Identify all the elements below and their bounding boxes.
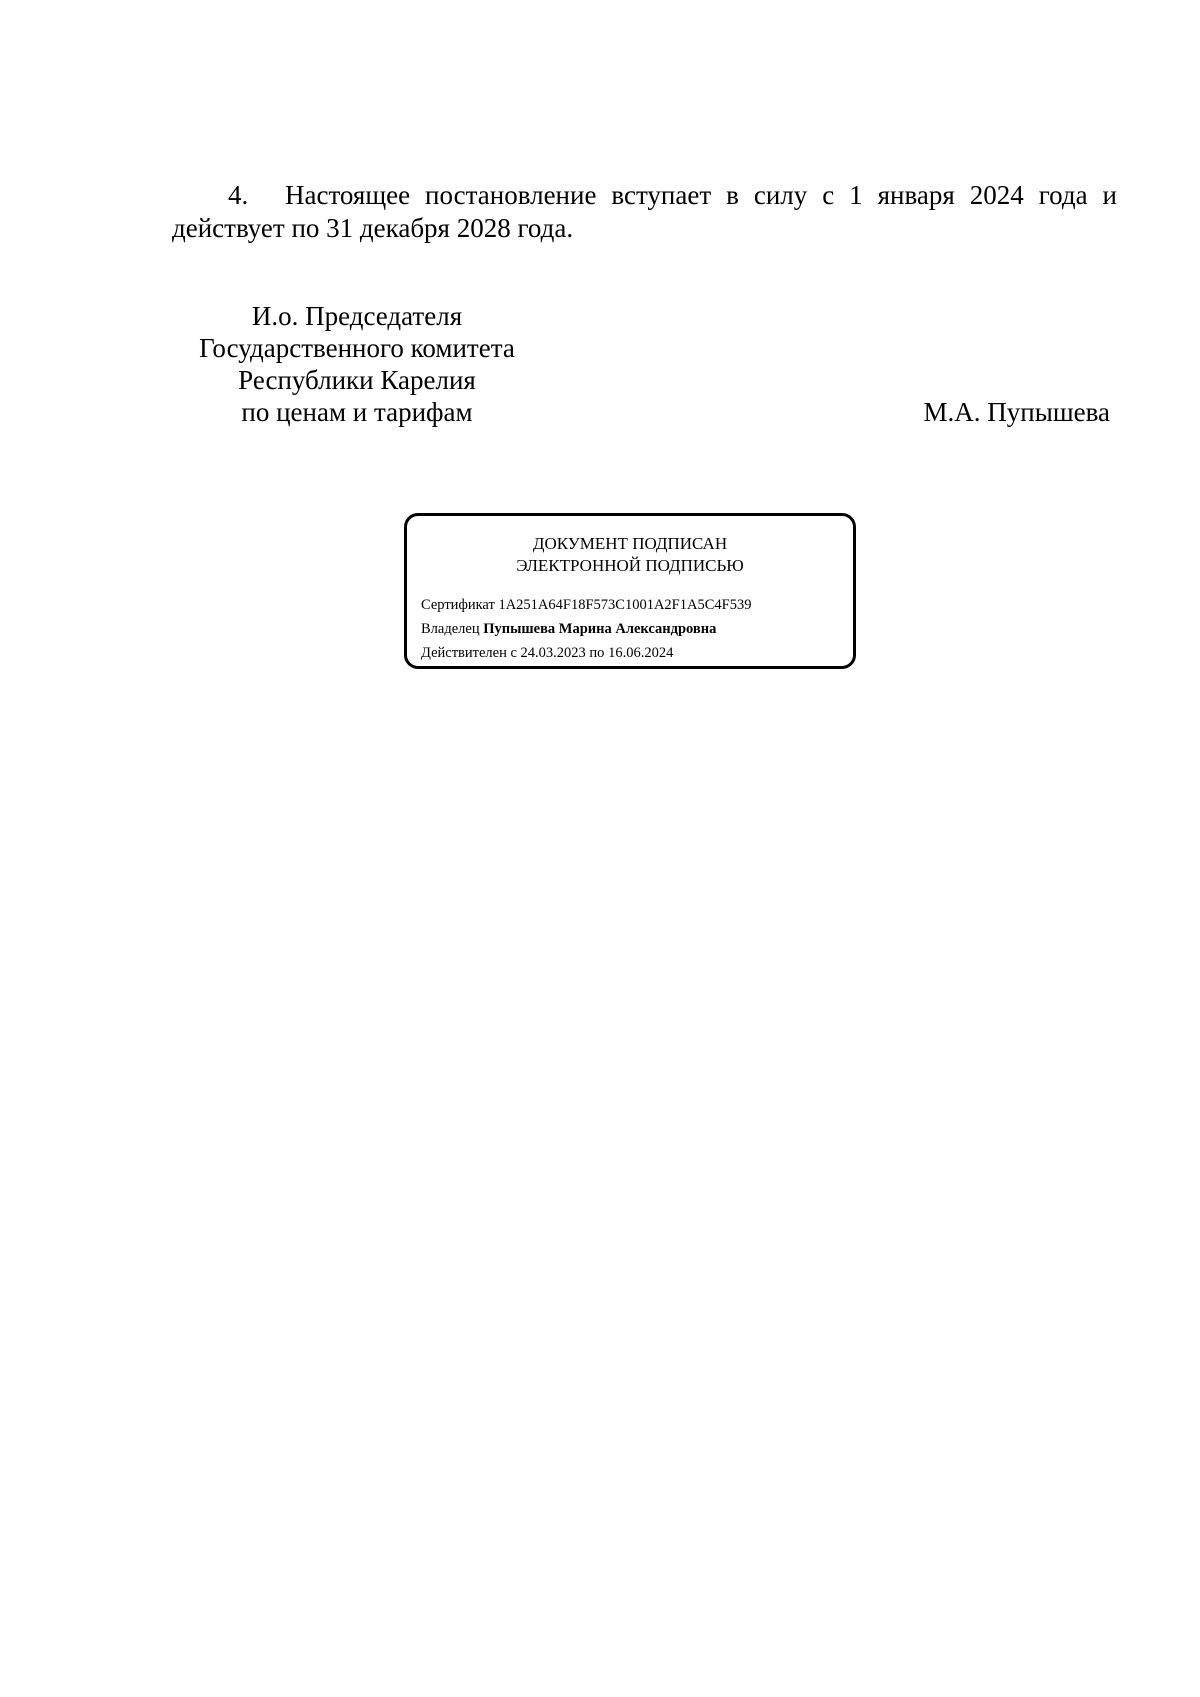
valid-from-date: 24.03.2023 xyxy=(520,645,586,661)
signatory-title-line: Республики Карелия xyxy=(238,365,476,395)
signatory-title-line: по ценам и тарифам xyxy=(241,397,473,427)
signatory-title-line: И.о. Председателя xyxy=(251,301,463,331)
signatory-title xyxy=(172,300,542,428)
clause-paragraph xyxy=(172,179,1117,245)
stamp-certificate-row xyxy=(421,593,751,617)
stamp-header xyxy=(407,533,853,577)
stamp-validity-row xyxy=(421,641,751,665)
signatory-title-line: Государственного комитета xyxy=(199,333,515,363)
clause-text: Настоящее постановление вступает в силу с 1 января 2024 года и действует по 31 декабря 2028 года. xyxy=(172,180,1117,243)
stamp-details xyxy=(421,593,751,665)
signer-name: М.А. Пупышева xyxy=(923,397,1110,427)
certificate-label: Сертификат xyxy=(421,597,495,613)
electronic-signature-stamp xyxy=(404,513,856,669)
valid-label: Действителен xyxy=(421,645,507,661)
valid-to-prefix: по xyxy=(589,645,605,661)
stamp-header-line: ЭЛЕКТРОННОЙ ПОДПИСЬЮ xyxy=(516,556,744,575)
owner-value: Пупышева Марина Александровна xyxy=(483,621,717,637)
clause-number: 4. xyxy=(228,180,249,210)
stamp-owner-row xyxy=(421,617,751,641)
valid-from-prefix: с xyxy=(510,645,517,661)
valid-to-date: 16.06.2024 xyxy=(608,645,674,661)
certificate-value: 1A251A64F18F573C1001A2F1A5C4F539 xyxy=(498,597,752,613)
owner-label: Владелец xyxy=(421,621,480,637)
stamp-header-line: ДОКУМЕНТ ПОДПИСАН xyxy=(532,534,728,553)
